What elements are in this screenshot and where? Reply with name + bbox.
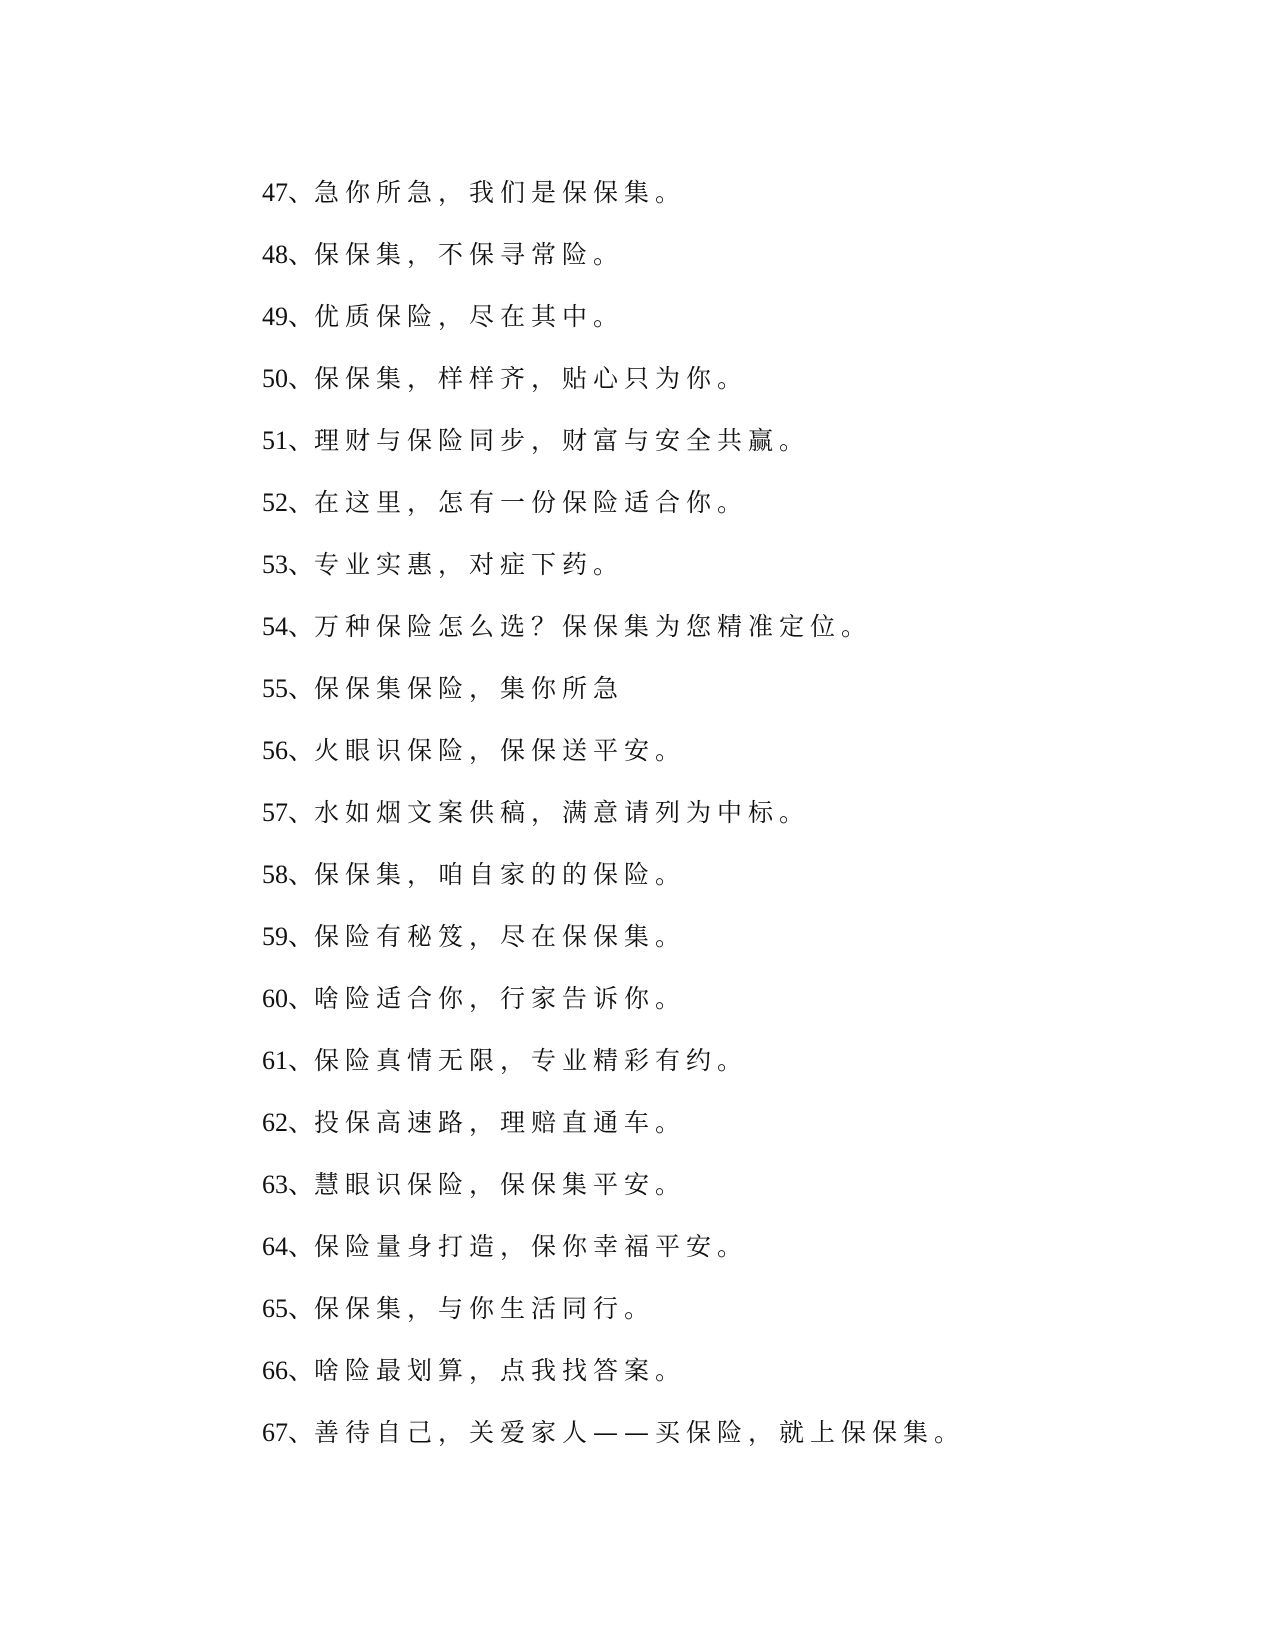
item-text: 投保高速路，理赔直通车。 bbox=[314, 1108, 687, 1137]
list-item bbox=[262, 1278, 1222, 1340]
item-text: 保保集，不保寻常险。 bbox=[314, 240, 625, 269]
item-number: 49、 bbox=[262, 302, 315, 331]
list-item bbox=[262, 162, 1222, 224]
item-text: 保保集，咱自家的的保险。 bbox=[314, 860, 687, 889]
item-number: 53、 bbox=[262, 550, 315, 579]
item-number: 66、 bbox=[262, 1356, 315, 1385]
item-text: 保保集保险，集你所急 bbox=[314, 674, 625, 703]
list-item bbox=[262, 1216, 1222, 1278]
item-number: 47、 bbox=[262, 178, 315, 207]
item-text: 万种保险怎么选？保保集为您精准定位。 bbox=[314, 612, 873, 641]
item-text: 保保集，与你生活同行。 bbox=[314, 1294, 656, 1323]
item-number: 57、 bbox=[262, 798, 315, 827]
list-item bbox=[262, 596, 1222, 658]
item-number: 65、 bbox=[262, 1294, 315, 1323]
item-text: 优质保险，尽在其中。 bbox=[314, 302, 625, 331]
item-text: 保险真情无限，专业精彩有约。 bbox=[314, 1046, 749, 1075]
item-number: 61、 bbox=[262, 1046, 315, 1075]
list-item bbox=[262, 844, 1222, 906]
item-text: 火眼识保险，保保送平安。 bbox=[314, 736, 687, 765]
item-text: 啥险最划算，点我找答案。 bbox=[314, 1356, 687, 1385]
item-number: 60、 bbox=[262, 984, 315, 1013]
item-text: 水如烟文案供稿，满意请列为中标。 bbox=[314, 798, 811, 827]
list-item bbox=[262, 906, 1222, 968]
item-text: 理财与保险同步，财富与安全共赢。 bbox=[314, 426, 811, 455]
item-text: 善待自己，关爱家人——买保险，就上保保集。 bbox=[314, 1418, 966, 1447]
item-text: 慧眼识保险，保保集平安。 bbox=[314, 1170, 687, 1199]
list-item bbox=[262, 1340, 1222, 1402]
list-item bbox=[262, 1092, 1222, 1154]
list-item bbox=[262, 1154, 1222, 1216]
list-item bbox=[262, 286, 1222, 348]
item-text: 在这里，怎有一份保险适合你。 bbox=[314, 488, 749, 517]
item-number: 50、 bbox=[262, 364, 315, 393]
list-item bbox=[262, 782, 1222, 844]
list-item bbox=[262, 720, 1222, 782]
list-item bbox=[262, 1402, 1222, 1464]
item-text: 保保集，样样齐，贴心只为你。 bbox=[314, 364, 749, 393]
list-item bbox=[262, 348, 1222, 410]
item-number: 48、 bbox=[262, 240, 315, 269]
item-number: 52、 bbox=[262, 488, 315, 517]
list-item bbox=[262, 534, 1222, 596]
item-number: 54、 bbox=[262, 612, 315, 641]
item-number: 63、 bbox=[262, 1170, 315, 1199]
item-number: 55、 bbox=[262, 674, 315, 703]
list-item bbox=[262, 1030, 1222, 1092]
item-number: 59、 bbox=[262, 922, 315, 951]
item-number: 67、 bbox=[262, 1418, 315, 1447]
item-text: 急你所急，我们是保保集。 bbox=[314, 178, 687, 207]
item-text: 啥险适合你，行家告诉你。 bbox=[314, 984, 687, 1013]
item-number: 56、 bbox=[262, 736, 315, 765]
item-number: 51、 bbox=[262, 426, 315, 455]
list-item bbox=[262, 658, 1222, 720]
list-item bbox=[262, 968, 1222, 1030]
item-text: 保险量身打造，保你幸福平安。 bbox=[314, 1232, 749, 1261]
list-item bbox=[262, 410, 1222, 472]
slogan-list bbox=[262, 162, 1222, 1464]
list-item bbox=[262, 472, 1222, 534]
item-text: 保险有秘笈，尽在保保集。 bbox=[314, 922, 687, 951]
item-number: 58、 bbox=[262, 860, 315, 889]
item-text: 专业实惠，对症下药。 bbox=[314, 550, 625, 579]
list-item bbox=[262, 224, 1222, 286]
item-number: 64、 bbox=[262, 1232, 315, 1261]
item-number: 62、 bbox=[262, 1108, 315, 1137]
